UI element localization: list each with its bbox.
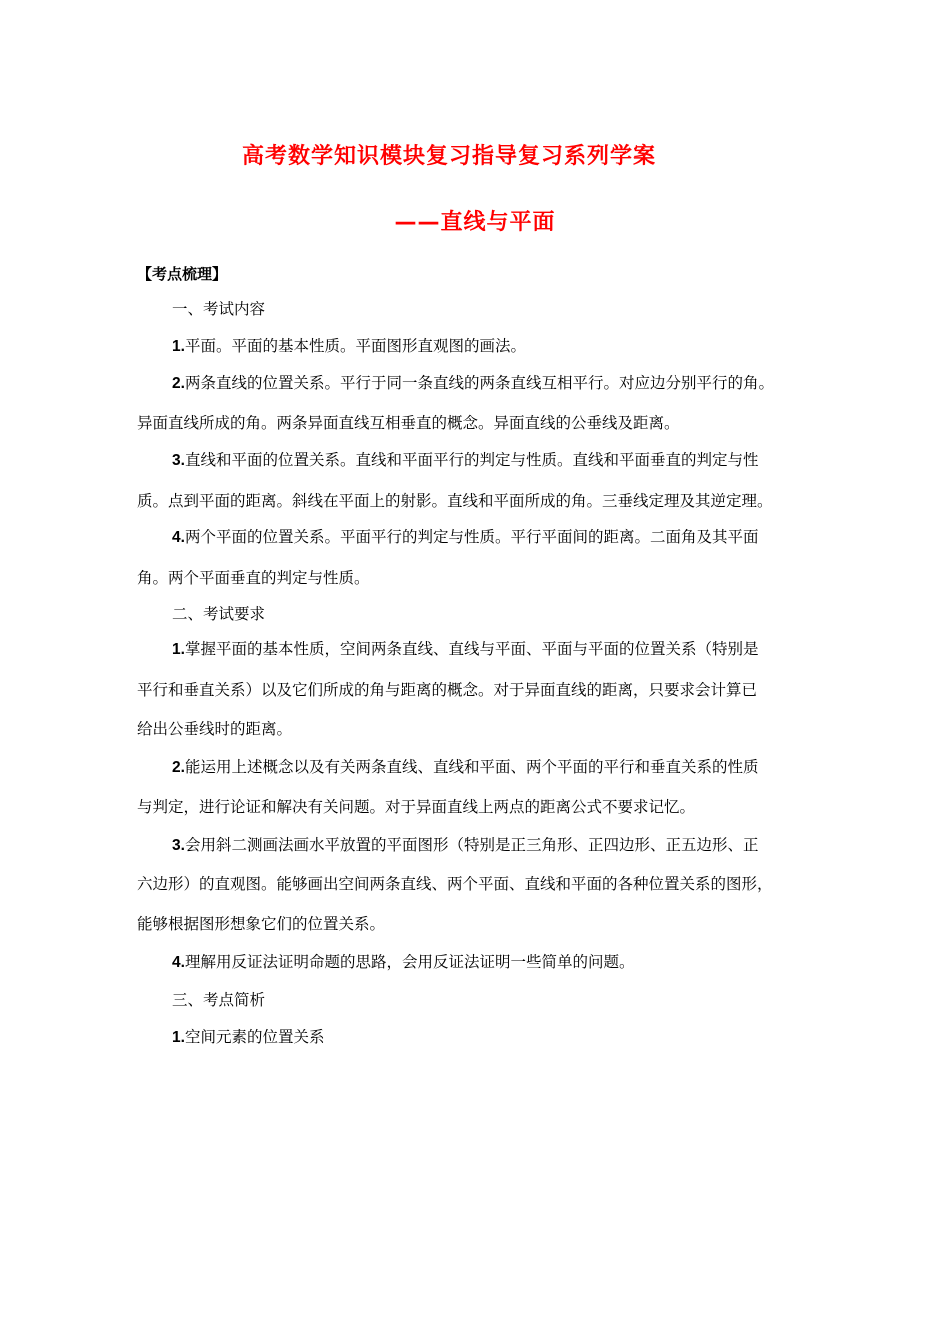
content-item-2-text-a: 两条直线的位置关系。平行于同一条直线的两条直线互相平行。对应边分别平行的角。 [184,374,774,392]
item-number: 1. [172,641,185,658]
requirement-item-2-text-a: 能运用上述概念以及有关两条直线、直线和平面、两个平面的平行和垂直关系的性质 [184,758,759,776]
item-number: 2. [172,759,185,776]
item-number: 1. [172,338,185,355]
content-item-3-text-a: 直线和平面的位置关系。直线和平面平行的判定与性质。直线和平面垂直的判定与性 [184,451,759,469]
requirement-item-3-text-c: 能够根据图形想象它们的位置关系。 [137,915,386,933]
content-item-3-line-1 [172,450,758,471]
requirement-item-2-line-1 [172,757,758,778]
requirement-item-1-text-c: 给出公垂线时的距离。 [137,720,293,738]
requirement-item-1-text-b: 平行和垂直关系）以及它们所成的角与距离的概念。对于异面直线的距离，只要求会计算已 [137,681,758,699]
heading-exam-requirements: 二、考试要求 [172,605,266,623]
analysis-item-1 [172,1027,324,1048]
item-number: 3. [172,837,185,854]
requirement-item-3-text-b: 六边形）的直观图。能够画出空间两条直线、两个平面、直线和平面的各种位置关系的图形， [137,875,773,893]
item-number: 3. [172,452,185,469]
heading-exam-content: 一、考试内容 [172,300,266,318]
item-number: 1. [172,1029,185,1046]
requirement-item-3-line-1 [172,835,758,856]
content-item-4-text-a: 两个平面的位置关系。平面平行的判定与性质。平行平面间的距离。二面角及其平面 [184,528,759,546]
item-number: 2. [172,375,185,392]
document-subtitle: ——直线与平面 [394,210,556,235]
requirement-item-4 [172,952,634,973]
content-item-2-line-1 [172,373,774,394]
analysis-item-1-text: 空间元素的位置关系 [184,1028,325,1046]
requirement-item-3-text-a: 会用斜二测画法画水平放置的平面图形（特别是正三角形、正四边形、正五边形、正 [184,836,759,854]
content-item-3-text-b: 质。点到平面的距离。斜线在平面上的射影。直线和平面所成的角。三垂线定理及其逆定理。 [137,492,773,510]
item-number: 4. [172,529,185,546]
content-item-4-text-b: 角。两个平面垂直的判定与性质。 [137,569,370,587]
requirement-item-1-text-a: 掌握平面的基本性质，空间两条直线、直线与平面、平面与平面的位置关系（特别是 [184,640,759,658]
section-tag: 【考点梳理】 [137,265,228,283]
requirement-item-4-text: 理解用反证法证明命题的思路，会用反证法证明一些简单的问题。 [184,953,635,971]
content-item-1 [172,336,526,357]
document-title: 高考数学知识模块复习指导复习系列学案 [241,144,656,169]
requirement-item-1-line-1 [172,639,758,660]
content-item-2-text-b: 异面直线所成的角。两条异面直线互相垂直的概念。异面直线的公垂线及距离。 [137,414,680,432]
item-number: 4. [172,954,185,971]
content-item-4-line-1 [172,527,758,548]
heading-key-points: 三、考点简析 [172,991,266,1009]
content-item-1-text: 平面。平面的基本性质。平面图形直观图的画法。 [184,337,526,355]
requirement-item-2-text-b: 与判定，进行论证和解决有关问题。对于异面直线上两点的距离公式不要求记忆。 [137,798,696,816]
